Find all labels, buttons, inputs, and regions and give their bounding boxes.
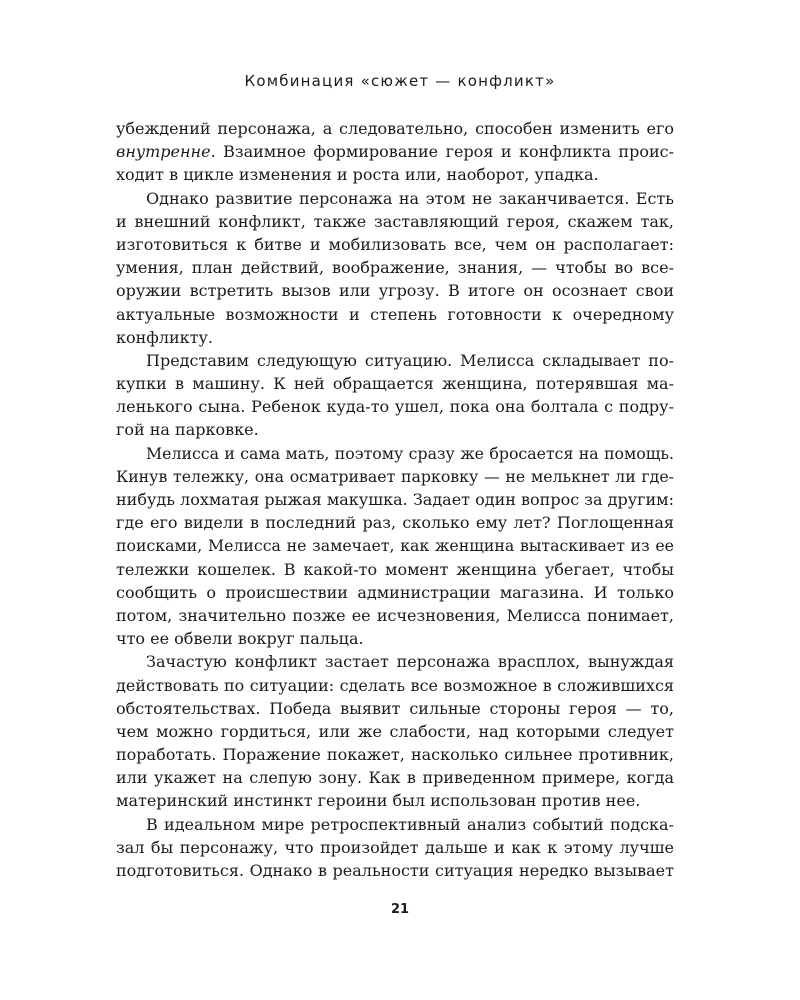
body-text — [116, 117, 674, 882]
text-line: купки в машину. К ней обращается женщина, потерявшая ма- — [116, 374, 674, 394]
text-line: материнский инстинкт героини был использован против нее. — [116, 791, 641, 811]
text-run: . Взаимное формирование героя и конфликта проис- — [210, 142, 674, 162]
text-line: что ее обвели вокруг пальца. — [116, 629, 364, 649]
text-line: потом, значительно позже ее исчезновения, Мелисса понимает, — [116, 605, 674, 625]
text-line: поработать. Поражение покажет, насколько сильнее противник, — [116, 745, 674, 765]
text-line: сообщить о происшествии администрации магазина. И только — [116, 582, 674, 602]
text-line: поисками, Мелисса не замечает, как женщина вытаскивает из ее — [116, 536, 674, 556]
text-line: зал бы персонажу, что произойдет дальше и как к этому лучше — [116, 837, 674, 857]
text-line: ленького сына. Ребенок куда-то ушел, пока она болтала с подру- — [116, 397, 674, 417]
text-line: конфликту. — [116, 327, 213, 347]
paragraph-first-line: Представим следующую ситуацию. Мелисса складывает по- — [146, 350, 674, 370]
text-line: обстоятельствах. Победа выявит сильные стороны героя — то, — [116, 698, 674, 718]
text-line: тележки кошелек. В какой-то момент женщина убегает, чтобы — [116, 559, 674, 579]
text-line: оружии встретить вызов или угрозу. В итоге он осознает свои — [116, 281, 674, 301]
paragraph-first-line: Однако развитие персонажа на этом не заканчивается. Есть — [146, 188, 674, 208]
text-line — [116, 140, 674, 163]
paragraph-first-line: Зачастую конфликт застает персонажа врасплох, вынуждая — [146, 652, 674, 672]
text-line: или укажет на слепую зону. Как в приведенном примере, когда — [116, 768, 674, 788]
paragraph-first-line: Мелисса и сама мать, поэтому сразу же бросается на помощь. — [146, 443, 674, 463]
text-line: где его видели в последний раз, сколько ему лет? Поглощенная — [116, 513, 674, 533]
text-line: гой на парковке. — [116, 420, 259, 440]
emphasis: внутренне — [116, 142, 211, 162]
text-line: и внешний конфликт, также заставляющий героя, скажем так, — [116, 211, 674, 231]
text-line: чем можно гордиться, или же слабости, над которыми следует — [116, 721, 674, 741]
text-line: действовать по ситуации: сделать все возможное в сложившихся — [116, 675, 674, 695]
text-line: изготовиться к битве и мобилизовать все, чем он располагает: — [116, 234, 674, 254]
page-number: 21 — [390, 902, 410, 917]
text-line: подготовиться. Однако в реальности ситуация нередко вызывает — [116, 861, 674, 880]
text-line: убеждений персонажа, а следовательно, способен изменить его — [116, 119, 674, 138]
text-line: актуальные возможности и степень готовности к очередному — [116, 304, 674, 324]
text-line: умения, план действий, воображение, знания, — чтобы во все- — [116, 258, 674, 278]
text-line: ходит в цикле изменения и роста или, наоборот, упадка. — [116, 165, 599, 185]
running-head: Комбинация «сюжет — конфликт» — [244, 72, 556, 90]
text-line: нибудь лохматая рыжая макушка. Задает один вопрос за другим: — [116, 490, 674, 509]
text-line: Кинув тележку, она осматривает парковку — не мелькнет ли где- — [116, 466, 674, 486]
paragraph-first-line: В идеальном мире ретроспективный анализ событий подска- — [146, 814, 674, 834]
